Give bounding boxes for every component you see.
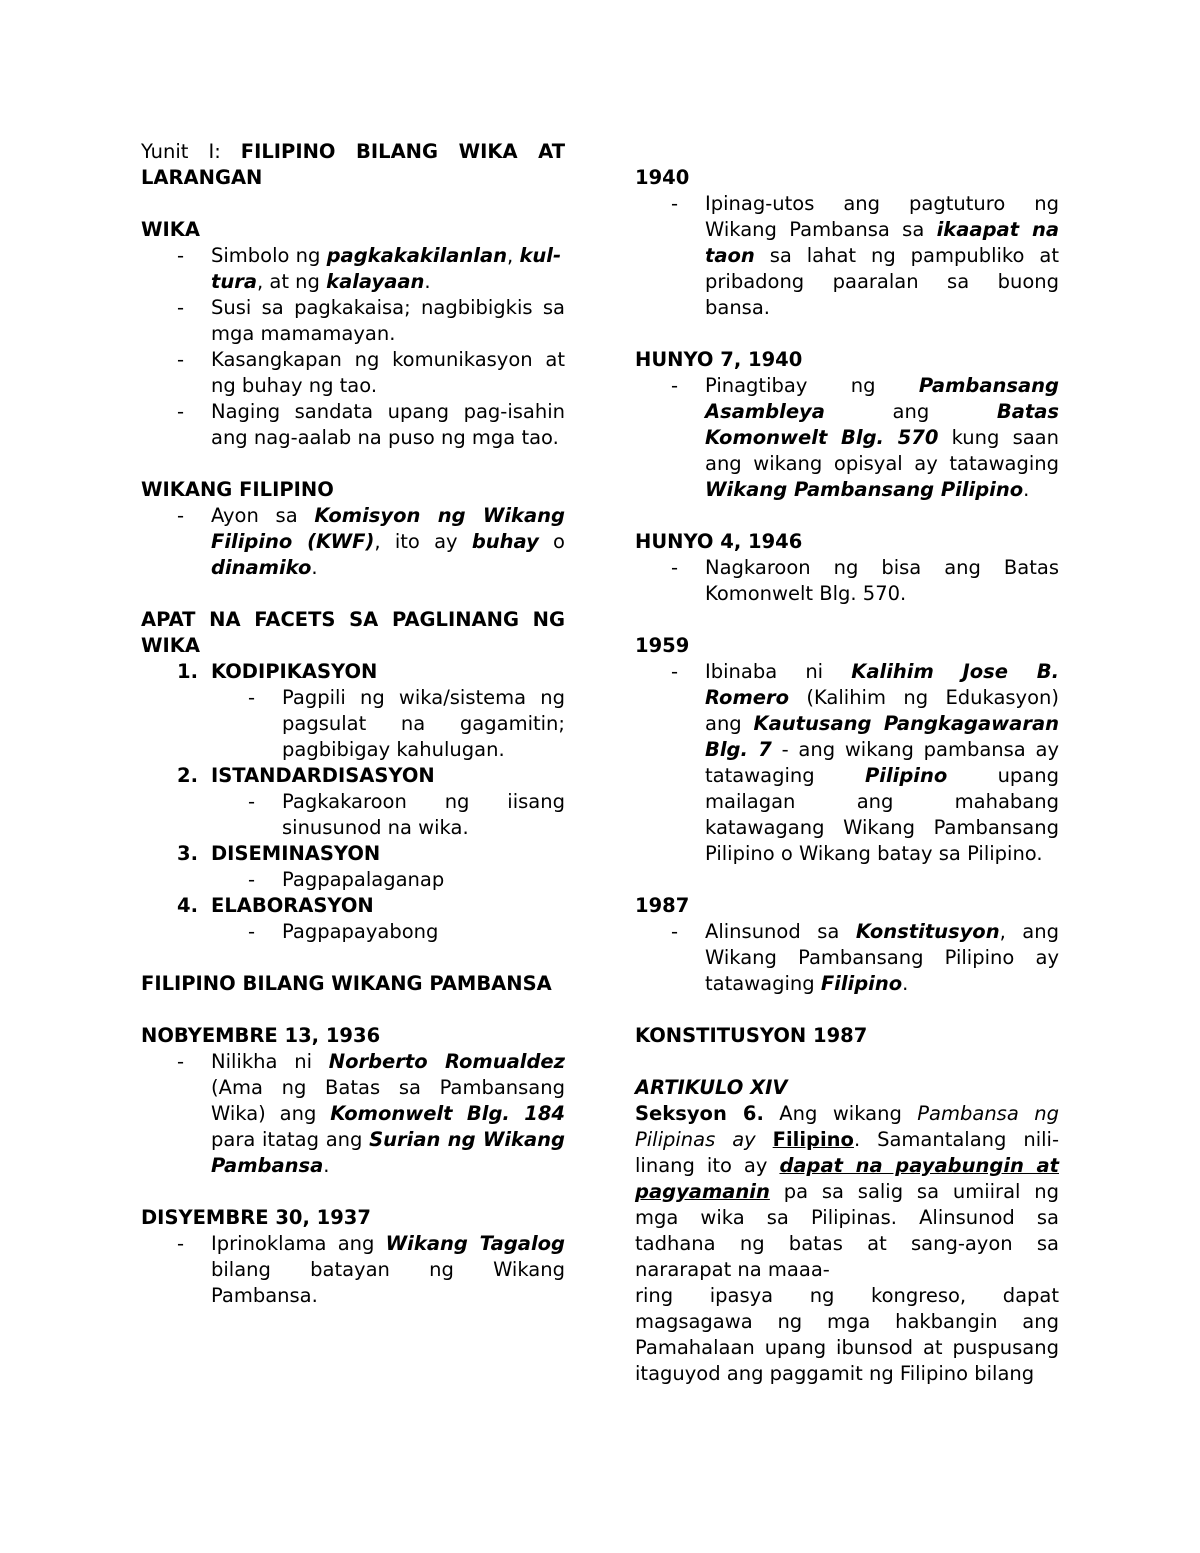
facet-3-desc: - Pagpapalaganap [141,867,565,893]
nobyembre-heading: NOBYEMBRE 13, 1936 [141,1024,381,1047]
nobyembre-item: - Nilikha ni Norberto Romualdez (Ama ng Batas sa Pambansang Wika) ang Komonwelt Blg. 184 para itatag ang Surian ng Wikang Pambansa. [141,1049,565,1179]
pambansa-heading: FILIPINO BILANG WIKANG PAMBANSA [141,972,552,995]
facet-4-title: 4. ELABORASYON [177,894,374,917]
right-column [635,165,1059,1387]
disyembre-item: - Iprinoklama ang Wikang Tagalog bilang batayan ng Wikang Pambansa. [141,1231,565,1309]
facet-2-desc: - Pagkakaroon ng iisang sinusunod na wika. [141,789,565,841]
disyembre-heading: DISYEMBRE 30, 1937 [141,1206,371,1229]
unit-prefix: Yunit I: [141,140,221,163]
wikang-filipino-heading: WIKANG FILIPINO [141,478,334,501]
seksyon-6-text: Seksyon 6. Ang wikang Pambansa ng Pilipinas ay Filipino. Samantalang nili-linang ito ay dapat na payabungin at pagyamanin pa sa salig sa umiiral ng mga wika sa Pilipinas. Alinsunod sa tadhana ng batas at sang-ayon sa nararapat na maaa- [635,1102,1059,1281]
wika-item-2: - Susi sa pagkakaisa; nagbibigkis sa mga mamamayan. [141,295,565,347]
hunyo7-item: - Pinagtibay ng Pambansang Asambleya ang Batas Komonwelt Blg. 570 kung saan ang wikang opisyal ay tatawaging Wikang Pambansang Pilipino. [635,373,1059,503]
wika-heading: WIKA [141,218,200,241]
hunyo7-heading: HUNYO 7, 1940 [635,348,803,371]
unit-title-line2: LARANGAN [141,166,263,189]
left-column [141,139,565,1309]
konstitusyon-heading: KONSTITUSYON 1987 [635,1024,868,1047]
hunyo4-heading: HUNYO 4, 1946 [635,530,803,553]
wika-item-4: - Naging sandata upang pag-isahin ang nag-aalab na puso ng mga tao. [141,399,565,451]
y1940-heading: 1940 [635,166,690,189]
hunyo4-item: - Nagkaroon ng bisa ang Batas Komonwelt Blg. 570. [635,555,1059,607]
wika-item-1: - Simbolo ng pagkakakilanlan, kul- tura, at ng kalayaan. [141,243,565,295]
y1940-item: - Ipinag-utos ang pagtuturo ng Wikang Pambansa sa ikaapat na taon sa lahat ng pampubliko at pribadong paaralan sa buong bansa. [635,191,1059,321]
facet-1-desc: - Pagpili ng wika/sistema ng pagsulat na gagamitin; pagbibigay kahulugan. [141,685,565,763]
seksyon-6-text-cont: ring ipasya ng kongreso, dapat magsagawa ng mga hakbangin ang Pamahalaan upang ibunsod at puspusang itaguyod ang paggamit ng Filipino bilang [635,1284,1059,1385]
facet-4-desc: - Pagpapayabong [141,919,565,945]
facet-2-title: 2. ISTANDARDISASYON [177,764,435,787]
y1987-heading: 1987 [635,894,690,917]
facets-heading: APAT NA FACETS SA PAGLINANG NG WIKA [141,608,565,657]
unit-title [141,139,565,165]
y1987-item: - Alinsunod sa Konstitusyon, ang Wikang Pambansang Pilipino ay tatawaging Filipino. [635,919,1059,997]
wikang-filipino-item: - Ayon sa Komisyon ng Wikang Filipino (KWF), ito ay buhay o dinamiko. [141,503,565,581]
unit-title-line1: FILIPINO BILANG WIKA AT [240,140,566,163]
y1959-heading: 1959 [635,634,690,657]
facet-3-title: 3. DISEMINASYON [177,842,381,865]
y1959-item: - Ibinaba ni Kalihim Jose B. Romero (Kalihim ng Edukasyon) ang Kautusang Pangkagawaran Blg. 7 - ang wikang pambansa ay tatawaging Pilipino upang mailagan ang mahabang katawagang Wikang Pambansang Pilipino o Wikang batay sa Pilipino. [635,659,1059,867]
wika-item-3: - Kasangkapan ng komunikasyon at ng buhay ng tao. [141,347,565,399]
artikulo-heading: ARTIKULO XIV [635,1076,788,1099]
facet-1-title: 1. KODIPIKASYON [177,660,378,683]
